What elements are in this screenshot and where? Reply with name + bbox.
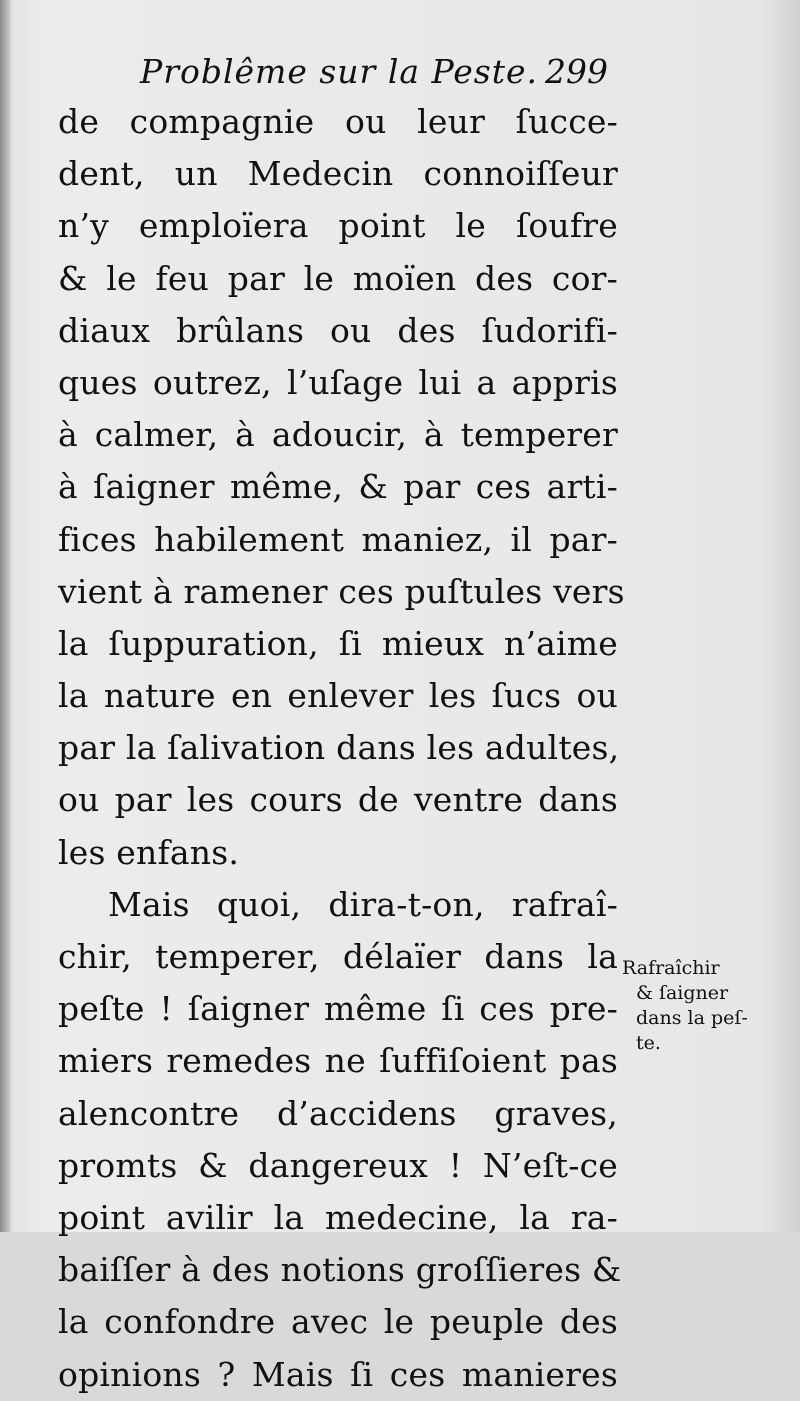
paragraph-start-line: Mais quoi, dira-t-on, rafraî-	[108, 884, 618, 924]
text-line: de compagnie ou leur ſucce-	[58, 102, 618, 141]
page-header	[140, 52, 620, 96]
text-line: alencontre d’accidens graves,	[58, 1093, 618, 1133]
text-line: fices habilement maniez, il par-	[58, 519, 618, 559]
text-line: à calmer, à adoucir, à temperer	[58, 415, 618, 455]
text-line: les enfans.	[58, 832, 240, 872]
margin-note-line: dans la peſ-	[636, 1007, 748, 1029]
text-line: vient à ramener ces puſtules vers	[58, 571, 625, 611]
text-line: chir, temperer, délaïer dans la	[58, 937, 618, 976]
text-line: ques outrez, l’uſage lui a appris	[58, 362, 618, 402]
margin-note-line: te.	[636, 1032, 661, 1054]
text-line: point avilir la medecine, la ra-	[58, 1197, 618, 1237]
text-line: promts & dangereux ! N’eſt-ce	[58, 1145, 618, 1185]
text-line: n’y emploïera point le ſoufre	[58, 206, 618, 246]
text-line: la confondre avec le peuple des	[58, 1302, 618, 1342]
margin-note-line: & ſaigner	[636, 982, 729, 1004]
text-line: diaux brûlans ou des ſudorifi-	[58, 310, 618, 350]
body-text	[58, 96, 625, 1401]
text-line: par la ſalivation dans les adultes,	[58, 728, 620, 768]
text-line: baiſſer à des notions groſſieres &	[58, 1250, 622, 1290]
text-line: à ſaigner même, & par ces arti-	[58, 467, 618, 507]
text-line: miers remedes ne ſuffiſoient pas	[58, 1041, 618, 1081]
margin-note-line: Rafraîchir	[622, 957, 720, 979]
margin-note	[622, 956, 792, 1056]
text-line: & le feu par le moïen des cor-	[58, 258, 618, 298]
text-line: la nature en enlever les ſucs ou	[58, 676, 618, 716]
text-line: la ſuppuration, ſi mieux n’aime	[58, 623, 618, 663]
text-line: opinions ? Mais ſi ces manieres	[58, 1354, 618, 1394]
text-line: dent, un Medecin connoiſſeur	[58, 154, 618, 194]
page-number: 299	[545, 52, 608, 91]
page-gutter-shadow	[0, 0, 10, 1232]
text-line: peſte ! ſaigner même ſi ces pre-	[58, 989, 618, 1029]
running-title: Problême sur la Peste.	[140, 52, 539, 91]
text-line: ou par les cours de ventre dans	[58, 780, 618, 820]
